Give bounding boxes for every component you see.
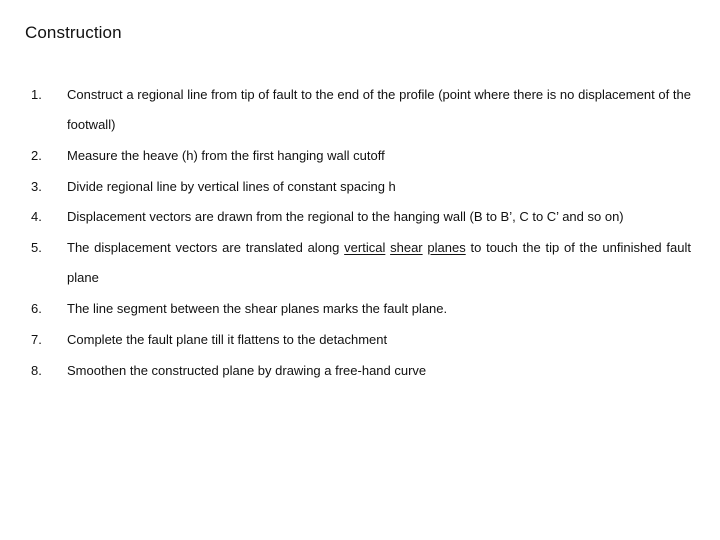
step-text-after: to touch the tip of the unfinished fault plane (67, 240, 691, 285)
step-number: 7. (31, 332, 42, 347)
underlined-word-shear: shear (390, 240, 423, 255)
step-text: Measure the heave (h) from the first hanging wall cutoff (67, 148, 385, 163)
step-number: 2. (31, 148, 42, 163)
step-number: 8. (31, 363, 42, 378)
underlined-word-vertical: vertical (344, 240, 386, 255)
step-text: Displacement vectors are drawn from the regional to the hanging wall (B to B’, C to C’ and so on) (67, 209, 624, 224)
step-text: The line segment between the shear planes marks the fault plane. (67, 301, 448, 316)
step-text: Complete the fault plane till it flattens to the detachment (67, 332, 388, 347)
step-number: 5. (31, 240, 42, 255)
step-text-before: The displacement vectors are translated along (67, 240, 345, 255)
step-text: Smoothen the constructed plane by drawing a free-hand curve (67, 363, 427, 378)
step-number: 3. (31, 179, 42, 194)
step-text: Divide regional line by vertical lines of constant spacing h (67, 179, 396, 194)
step-text: Construct a regional line from tip of fault to the end of the profile (point where there is no displacement of the footwall) (67, 87, 691, 132)
step-number: 1. (31, 87, 42, 102)
underlined-word-planes: planes (427, 240, 466, 255)
page-title: Construction (25, 23, 122, 42)
step-number: 6. (31, 301, 42, 316)
step-text (67, 233, 691, 293)
step-number: 4. (31, 209, 42, 224)
